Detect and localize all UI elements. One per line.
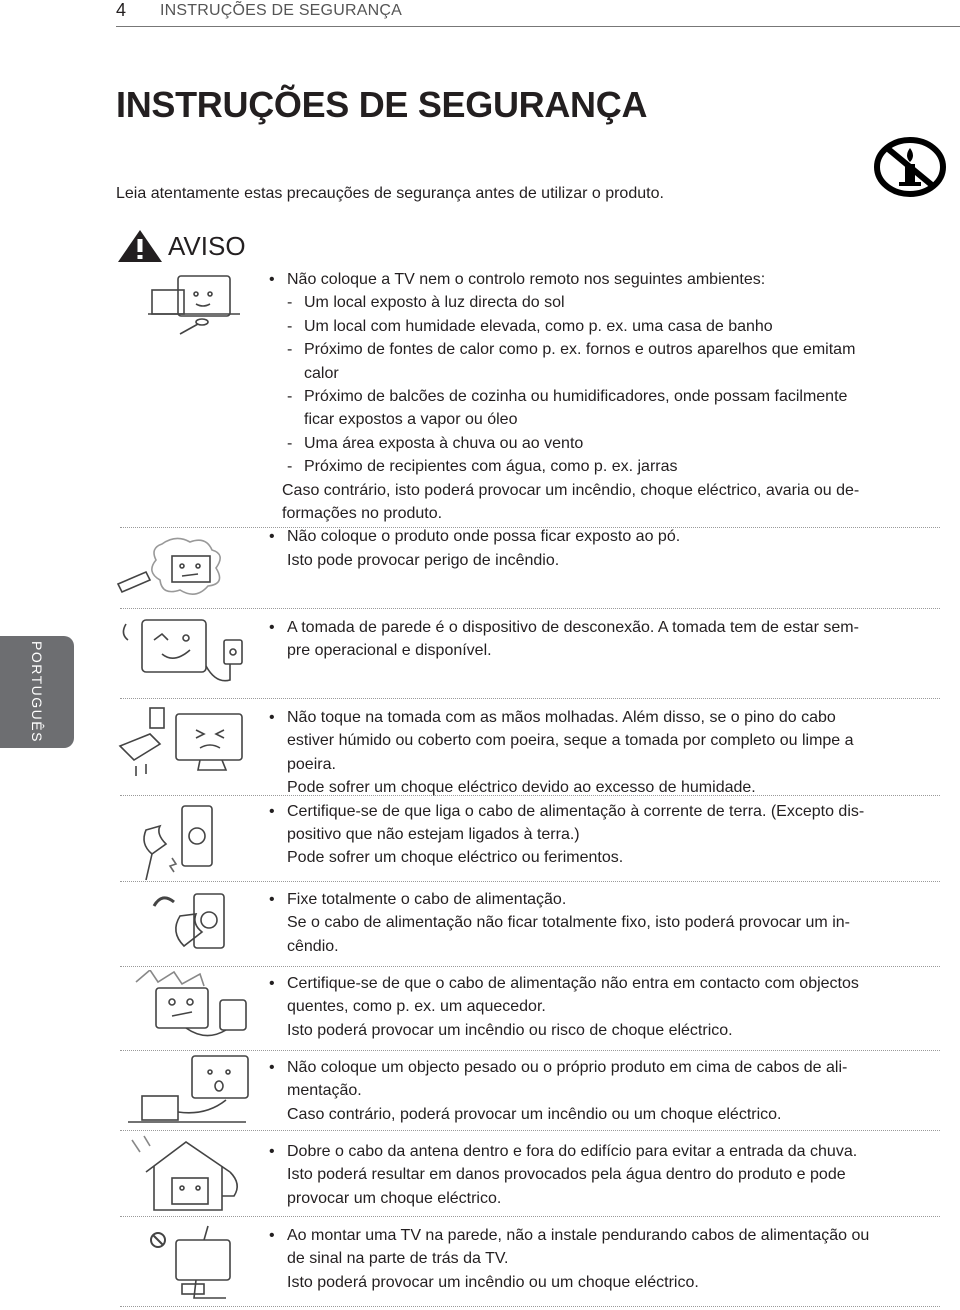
page-number: 4 [116,0,127,20]
warning-item-hot-objects: • Certifique-se de que o cabo de alimentação não entra em contacto com objectos quentes, como p. ex. um aquecedor. Isto poderá provocar um incêndio ou risco de choque eléctrico. [268,972,932,1042]
separator [120,881,940,882]
no-candle-icon [873,136,947,198]
antenna-cable-illustration [126,1132,256,1214]
warning-item-antenna: • Dobre o cabo da antena dentro e fora do edifício para evitar a entrada da chuva. Isto poderá resultar em danos provocados pela água dentro do produto e pode provocar um choque eléctrico. [268,1140,932,1210]
page-title: INSTRUÇÕES DE SEGURANÇA [116,84,648,125]
grounded-plug-illustration [136,800,236,882]
tv-in-sunlight-illustration [140,268,260,352]
warning-item-fix-cable: • Fixe totalmente o cabo de alimentação. Se o cabo de alimentação não ficar totalmente fixo, isto poderá provocar um in- cêndio. [268,888,932,958]
warning-item-disconnect: • A tomada de parede é o dispositivo de desconexão. A tomada tem de estar sem- pre operacional e disponível. [268,616,932,663]
warning-item-heavy-objects: • Não coloque um objecto pesado ou o próprio produto em cima de cabos de ali- mentação. Caso contrário, poderá provocar um incêndio ou um choque eléctrico. [268,1056,932,1126]
header-divider [116,26,960,27]
separator [120,1216,940,1217]
separator [120,698,940,699]
separator [120,1306,940,1307]
wall-outlet-illustration [116,614,256,694]
running-header: INSTRUÇÕES DE SEGURANÇA [160,2,402,19]
wet-hands-illustration [116,704,256,784]
separator [120,966,940,967]
wall-mount-cable-illustration [136,1222,246,1302]
separator [120,1050,940,1051]
warning-item-wall-mount: • Ao montar uma TV na parede, não a instale pendurando cabos de alimentação ou de sinal na parte de trás da TV. Isto poderá provocar um incêndio ou um choque eléctrico. [268,1224,932,1294]
warning-heading [116,226,246,266]
heavy-object-on-cable-illustration [126,1052,256,1128]
warning-item-environment: • Não coloque a TV nem o controlo remoto nos seguintes ambientes: - Um local exposto à luz directa do sol - Um local com humidade elevada, como p. ex. uma casa de banho - Próximo de fontes de calor como p. ex. fornos e outros aparelhos que emitam calor - Próximo de balcões de cozinha ou humidificadores, onde possam facilmente ficar expostos a vapor ou óleo - Uma área exposta à chuva ou ao vento - Próximo de recipientes com água, como p. ex. jarras Caso contrário, isto poderá provocar um incêndio, choque eléctrico, avaria ou de- formações no produto. • Não coloque o produto onde possa ficar exposto ao pó. Isto pode provocar perigo de incêndio. [268,268,932,572]
secure-plug-illustration [150,886,240,966]
warning-item-wet-hands: • Não toque na tomada com as mãos molhadas. Além disso, se o pino do cabo estiver húmido ou coberto com poeira, seque a tomada por completo ou limpe a poeira. Pode sofrer um choque eléctrico devido ao excesso de humidade. • Certifique-se de que liga o cabo de alimentação à corrente de terra. (Excepto dis- positivo que não estejam ligados à terra.) Pode sofrer um choque eléctrico ou ferimentos. [268,706,932,870]
language-tab: PORTUGUÊS [0,636,74,748]
warning-label: AVISO [168,230,246,261]
separator [120,1130,940,1131]
intro-text: Leia atentamente estas precauções de segurança antes de utilizar o produto. [116,185,664,202]
heater-cable-illustration [126,970,256,1050]
warning-triangle-icon [116,228,164,264]
separator [120,608,940,609]
dusty-tv-illustration [116,534,256,610]
